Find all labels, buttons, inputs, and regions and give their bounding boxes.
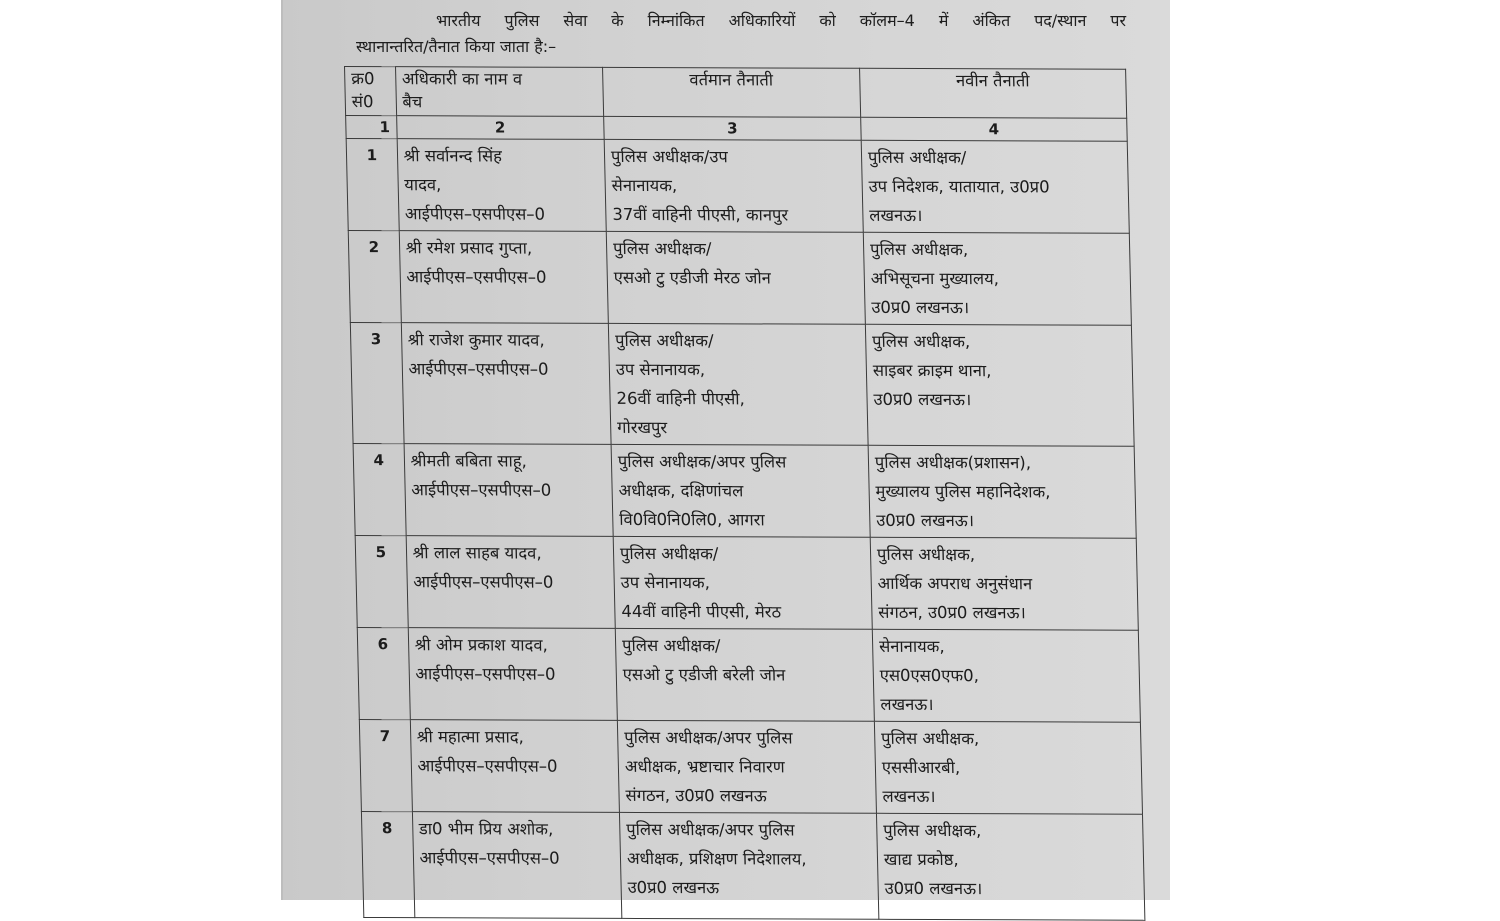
cell-text-line: 26वीं वाहिनी पीएसी, (616, 388, 746, 409)
officer-name-cell (399, 231, 608, 324)
header-text: बैच (402, 92, 423, 112)
cell-text-line: संगठन, उ0प्र0 लखनऊ। (878, 602, 1026, 623)
cell-text-line: सेनानायक, (611, 175, 678, 196)
intro-line-1: भारतीय पुलिस सेवा के निम्नांकित अधिकारियों को कॉलम–4 में अंकित पद/स्थान पर (436, 11, 1126, 30)
cell-text-line: साइबर क्राइम थाना, (872, 360, 992, 381)
cell-text-line: लखनऊ। (869, 205, 923, 226)
serial-number: 8 (361, 811, 414, 917)
cell-text-line: उप निदेशक, यातायात, उ0प्र0 (868, 176, 1050, 197)
table-row (355, 535, 1138, 630)
cell-text-line: लखनऊ। (880, 694, 934, 715)
intro-line-2: स्थानान्तरित/तैनात किया जाता है:– (356, 37, 557, 56)
serial-number: 3 (350, 323, 403, 444)
cell-text-line: पुलिस अधीक्षक/उप (610, 146, 728, 167)
current-posting-cell (617, 720, 876, 813)
header-new-posting: नवीन तैनाती (859, 68, 1126, 118)
cell-text-line: उ0प्र0 लखनऊ। (871, 297, 970, 318)
table-row (357, 627, 1140, 722)
header-text: अधिकारी का नाम व (401, 69, 523, 89)
cell-text-line: पुलिस अधीक्षक, (876, 544, 976, 565)
cell-text-line: पुलिस अधीक्षक/ (612, 238, 712, 259)
serial-number: 7 (359, 719, 412, 811)
table-row (353, 443, 1136, 538)
column-number: 4 (861, 117, 1128, 141)
cell-text-line: आर्थिक अपराध अनुसंधान (877, 573, 1033, 594)
cell-text-line: पुलिस अधीक्षक, (883, 820, 982, 841)
header-text: क्र0 (351, 69, 375, 89)
serial-number: 1 (346, 139, 399, 231)
table-body (346, 139, 1145, 921)
cell-text-line: उ0प्र0 लखनऊ। (884, 878, 983, 899)
cell-text-line: पुलिस अधीक्षक(प्रशासन), (874, 452, 1032, 473)
cell-text-line: आईपीएस–एसपीएस–0 (410, 480, 552, 500)
serial-number: 2 (348, 231, 401, 323)
cell-text-line: आईपीएस–एसपीएस–0 (413, 572, 554, 592)
cell-text-line: उ0प्र0 लखनऊ। (876, 510, 975, 531)
cell-text-line: अधीक्षक, दक्षिणांचल (618, 480, 744, 501)
cell-text-line: श्री ओम प्रकाश यादव, (414, 635, 548, 655)
cell-text-line: पुलिस अधीक्षक/ (619, 543, 719, 564)
table-row (346, 139, 1129, 234)
new-posting-cell (861, 140, 1129, 233)
cell-text-line: 44वीं वाहिनी पीएसी, मेरठ (621, 601, 782, 622)
cell-text-line: पुलिस अधीक्षक/ (614, 330, 714, 351)
officer-name-cell (410, 720, 619, 813)
header-current-posting: वर्तमान तैनाती (602, 67, 860, 117)
cell-text-line: पुलिस अधीक्षक, (871, 331, 971, 352)
cell-text-line: यादव, (404, 175, 442, 195)
header-officer-name (395, 67, 604, 117)
cell-text-line: पुलिस अधीक्षक/ (867, 147, 967, 168)
cell-text-line: आईपीएस–एसपीएस–0 (419, 848, 560, 868)
current-posting-cell (619, 812, 878, 919)
officer-name-cell (397, 139, 606, 232)
cell-text-line: संगठन, उ0प्र0 लखनऊ (625, 785, 767, 806)
cell-text-line: एसओ टु एडीजी मेरठ जोन (613, 267, 772, 288)
current-posting-cell (615, 628, 874, 721)
column-number-row (346, 116, 1128, 142)
cell-text-line: श्री राजेश कुमार यादव, (407, 330, 545, 350)
cell-text-line: श्रीमती बबिता साहू, (410, 451, 527, 471)
cell-text-line: लखनऊ। (882, 786, 936, 807)
current-posting-cell (604, 139, 863, 232)
cell-text-line: 37वीं वाहिनी पीएसी, कानपुर (612, 204, 789, 225)
table-row (348, 231, 1131, 326)
table-row (361, 811, 1144, 920)
new-posting-cell (868, 445, 1136, 538)
officer-name-cell (408, 628, 617, 721)
current-posting-cell (608, 323, 868, 445)
header-row (345, 67, 1127, 119)
cell-text-line: पुलिस अधीक्षक, (869, 239, 969, 260)
cell-text-line: श्री सर्वानन्द सिंह (403, 146, 503, 166)
cell-text-line: उ0प्र0 लखनऊ। (873, 389, 972, 410)
column-number: 2 (396, 116, 604, 140)
serial-number: 6 (357, 627, 410, 719)
current-posting-cell (613, 536, 872, 629)
new-posting-cell (872, 629, 1140, 722)
cell-text-line: एसओ टु एडीजी बरेली जोन (622, 664, 786, 685)
new-posting-cell (863, 232, 1131, 325)
cell-text-line: मुख्यालय पुलिस महानिदेशक, (875, 481, 1051, 502)
cell-text-line: श्री रमेश प्रसाद गुप्ता, (405, 238, 533, 258)
new-posting-cell (876, 813, 1145, 920)
cell-text-line: श्री महात्मा प्रसाद, (416, 727, 524, 747)
cell-text-line: आईपीएस–एसपीएस–0 (408, 359, 549, 379)
officer-name-cell (404, 444, 613, 537)
serial-number: 4 (353, 443, 406, 535)
cell-text-line: उ0प्र0 लखनऊ (627, 877, 720, 898)
new-posting-cell (874, 721, 1142, 814)
current-posting-cell (611, 444, 870, 537)
cell-text-line: एससीआरबी, (881, 757, 961, 778)
serial-number: 5 (355, 535, 408, 627)
table-row (359, 719, 1142, 814)
cell-text-line: गोरखपुर (616, 417, 668, 438)
officer-name-cell (412, 812, 622, 919)
cell-text-line: उप सेनानायक, (620, 572, 711, 593)
cell-text-line: पुलिस अधीक्षक, (880, 728, 980, 749)
header-text: सं0 (351, 92, 374, 112)
cell-text-line: आईपीएस–एसपीएस–0 (404, 204, 546, 224)
transfer-table (344, 66, 1145, 921)
cell-text-line: अधीक्षक, प्रशिक्षण निदेशालय, (626, 848, 807, 869)
new-posting-cell (870, 537, 1138, 630)
intro-paragraph (356, 8, 1126, 60)
cell-text-line: खाद्य प्रकोष्ठ, (883, 849, 959, 870)
cell-text-line: आईपीएस–एसपीएस–0 (417, 756, 558, 776)
cell-text-line: पुलिस अधीक्षक/अपर पुलिस (623, 727, 793, 748)
current-posting-cell (606, 231, 865, 324)
cell-text-line: उप सेनानायक, (615, 359, 706, 380)
cell-text-line: आईपीएस–एसपीएस–0 (406, 267, 547, 287)
officer-name-cell (401, 323, 611, 445)
cell-text-line: एस0एस0एफ0, (879, 665, 980, 686)
new-posting-cell (865, 324, 1134, 446)
cell-text-line: अभिसूचना मुख्यालय, (870, 268, 1000, 289)
column-number: 1 (346, 116, 397, 139)
cell-text-line: अधीक्षक, भ्रष्टाचार निवारण (624, 756, 785, 777)
officer-name-cell (406, 536, 615, 629)
cell-text-line: पुलिस अधीक्षक/अपर पुलिस (617, 451, 787, 472)
cell-text-line: श्री लाल साहब यादव, (412, 543, 542, 563)
header-serial-number (345, 67, 397, 116)
table-row (350, 323, 1134, 447)
cell-text-line: पुलिस अधीक्षक/अपर पुलिस (626, 819, 795, 840)
cell-text-line: आईपीएस–एसपीएस–0 (415, 664, 556, 684)
column-number: 3 (604, 116, 861, 140)
cell-text-line: डा0 भीम प्रिय अशोक, (418, 819, 554, 839)
cell-text-line: वि0वि0नि0लि0, आगरा (619, 509, 765, 530)
cell-text-line: पुलिस अधीक्षक/ (621, 635, 721, 656)
cell-text-line: सेनानायक, (878, 636, 945, 657)
